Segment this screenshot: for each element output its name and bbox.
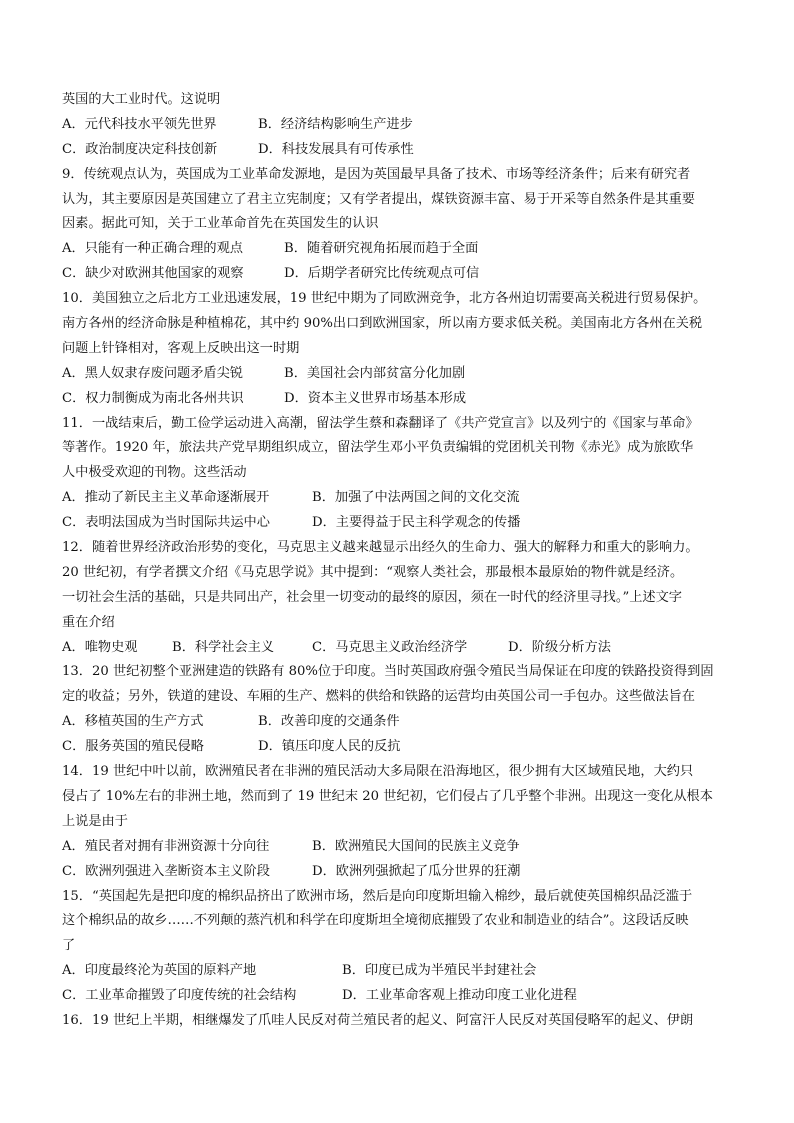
q11-option-a: A．推动了新民主主义革命逐渐展开 bbox=[62, 490, 270, 506]
q12-option-b: B．科学社会主义 bbox=[172, 639, 275, 655]
q13-options-row-1 bbox=[62, 710, 738, 735]
q8-option-d: D．科技发展具有可传承性 bbox=[258, 141, 414, 157]
q10-stem-line: 问题上针锋相对，客观上反映出这一时期 bbox=[62, 340, 300, 356]
q11-stem-line: 等著作。1920 年，旅法共产党早期组织成立，留法学生邓小平负责编辑的党团机关刊物《赤光》成为旅欧华 bbox=[62, 440, 694, 456]
q8-options-row-2 bbox=[62, 138, 738, 163]
q13-option-c: C．服务英国的殖民侵略 bbox=[62, 739, 204, 755]
q13-option-b: B．改善印度的交通条件 bbox=[258, 714, 400, 730]
exam-page bbox=[62, 88, 738, 1034]
q13-option-a: A．移植英国的生产方式 bbox=[62, 714, 204, 730]
q15-option-a: A．印度最终沦为英国的原料产地 bbox=[62, 963, 257, 979]
q15-options-row-1 bbox=[62, 959, 738, 984]
q8-stem-line: 英国的大工业时代。这说明 bbox=[62, 92, 221, 107]
q12-options-row bbox=[62, 636, 738, 661]
q14-stem-line: 14．19 世纪中叶以前，欧洲殖民者在非洲的殖民活动大多局限在沿海地区，很少拥有大区域殖民地，大约只 bbox=[62, 764, 694, 780]
q10-option-a: A．黑人奴隶存废问题矛盾尖锐 bbox=[62, 365, 243, 381]
q10-option-c: C．权力制衡成为南北各州共识 bbox=[62, 390, 244, 406]
q13-options-row-2 bbox=[62, 735, 738, 760]
q10-option-b: B．美国社会内部贫富分化加剧 bbox=[284, 365, 466, 381]
q14-option-c: C．欧洲列强进入垄断资本主义阶段 bbox=[62, 863, 270, 879]
q15-stem-line: 这个棉织品的故乡……不列颠的蒸汽机和科学在印度斯坦全境彻底摧毁了农业和制造业的结合”。这段话反映 bbox=[62, 913, 689, 929]
q15-option-c: C．工业革命摧毁了印度传统的社会结构 bbox=[62, 988, 297, 1004]
q10-option-d: D．资本主义世界市场基本形成 bbox=[284, 390, 467, 406]
q11-option-b: B．加强了中法两国之间的文化交流 bbox=[312, 490, 520, 506]
q12-option-d: D．阶级分析方法 bbox=[508, 639, 611, 655]
q13-stem-line: 13．20 世纪初整个亚洲建造的铁路有 80%位于印度。当时英国政府强令殖民当局保证在印度的铁路投资得到固 bbox=[62, 664, 714, 680]
q10-options-row-2 bbox=[62, 387, 738, 412]
q12-stem-line: 重在介绍 bbox=[62, 614, 115, 630]
q14-option-d: D．欧洲列强掀起了瓜分世界的狂潮 bbox=[312, 863, 521, 879]
q13-stem-line: 定的收益；另外，铁道的建设、车厢的生产、燃料的供给和铁路的运营均由英国公司一手包办。这些做法旨在 bbox=[62, 689, 695, 705]
q9-stem-line: 因素。据此可知，关于工业革命首先在英国发生的认识 bbox=[62, 216, 379, 232]
q10-stem-line: 10．美国独立之后北方工业迅速发展，19 世纪中期为了同欧洲竞争，北方各州迫切需要高关税进行贸易保护。 bbox=[62, 291, 707, 307]
q9-option-c: C．缺少对欧洲其他国家的观察 bbox=[62, 266, 244, 282]
q12-stem-line: 20 世纪初，有学者撰文介绍《马克思学说》其中提到：“观察人类社会，那最根本最原始的物件就是经济。 bbox=[62, 564, 684, 580]
q15-option-d: D．工业革命客观上推动印度工业化进程 bbox=[342, 988, 577, 1004]
q14-stem-line: 上说是由于 bbox=[62, 813, 128, 829]
q12-option-c: C．马克思主义政治经济学 bbox=[312, 639, 468, 655]
q13-option-d: D．镇压印度人民的反抗 bbox=[258, 739, 401, 755]
q9-option-a: A．只能有一种正确合理的观点 bbox=[62, 241, 243, 257]
q8-options-row-1 bbox=[62, 113, 738, 138]
q16-stem-line: 16．19 世纪上半期，相继爆发了爪哇人民反对荷兰殖民者的起义、阿富汗人民反对英国侵略军的起义、伊朗 bbox=[62, 1012, 694, 1028]
q15-options-row-2 bbox=[62, 984, 738, 1009]
q12-stem-line: 一切社会生活的基础，只是共同出产，社会里一切变动的最终的原因，须在一时代的经济里寻找。”上述文字 bbox=[62, 589, 682, 605]
q14-option-a: A．殖民者对拥有非洲资源十分向往 bbox=[62, 838, 270, 854]
q14-stem-line: 侵占了 10%左右的非洲土地，然而到了 19 世纪末 20 世纪初，它们侵占了几乎整个非洲。出现这一变化从根本 bbox=[62, 788, 713, 804]
q14-option-b: B．欧洲殖民大国间的民族主义竞争 bbox=[312, 838, 520, 854]
q9-option-b: B．随着研究视角拓展而趋于全面 bbox=[284, 241, 479, 257]
q11-options-row-2 bbox=[62, 511, 738, 536]
q11-options-row-1 bbox=[62, 486, 738, 511]
q9-option-d: D．后期学者研究比传统观点可信 bbox=[284, 266, 480, 282]
q9-stem-line: 9．传统观点认为，英国成为工业革命发源地，是因为英国最早具备了技术、市场等经济条件；后来有研究者 bbox=[62, 166, 691, 182]
q9-options-row-2 bbox=[62, 262, 738, 287]
q15-option-b: B．印度已成为半殖民半封建社会 bbox=[342, 963, 537, 979]
q9-options-row-1 bbox=[62, 237, 738, 262]
q12-option-a: A．唯物史观 bbox=[62, 639, 138, 655]
q9-stem-line: 认为，其主要原因是英国建立了君主立宪制度；又有学者提出，煤铁资源丰富、易于开采等自然条件是其重要 bbox=[62, 191, 695, 207]
q8-option-a: A．元代科技水平领先世界 bbox=[62, 116, 217, 132]
q15-stem-line: 15．“英国起先是把印度的棉织品挤出了欧洲市场，然后是向印度斯坦输入棉纱，最后就使英国棉织品泛滥于 bbox=[62, 888, 693, 904]
q15-stem-line: 了 bbox=[62, 938, 76, 954]
q14-options-row-2 bbox=[62, 860, 738, 885]
q10-options-row-1 bbox=[62, 362, 738, 387]
q14-options-row-1 bbox=[62, 835, 738, 860]
q11-option-d: D．主要得益于民主科学观念的传播 bbox=[312, 515, 521, 531]
q12-stem-line: 12．随着世界经济政治形势的变化，马克思主义越来越显示出经久的生命力、强大的解释力和重大的影响力。 bbox=[62, 540, 699, 556]
q8-option-b: B．经济结构影响生产进步 bbox=[258, 116, 413, 132]
q8-option-c: C．政治制度决定科技创新 bbox=[62, 141, 218, 157]
q10-stem-line: 南方各州的经济命脉是种植棉花，其中约 90%出口到欧洲国家，所以南方要求低关税。美国南北方各州在关税 bbox=[62, 316, 703, 332]
q11-stem-line: 11．一战结束后，勤工俭学运动进入高潮，留法学生蔡和森翻译了《共产党宣言》以及列宁的《国家与革命》 bbox=[62, 415, 699, 431]
q11-option-c: C．表明法国成为当时国际共运中心 bbox=[62, 515, 270, 531]
q11-stem-line: 人中极受欢迎的刊物。这些活动 bbox=[62, 465, 247, 481]
